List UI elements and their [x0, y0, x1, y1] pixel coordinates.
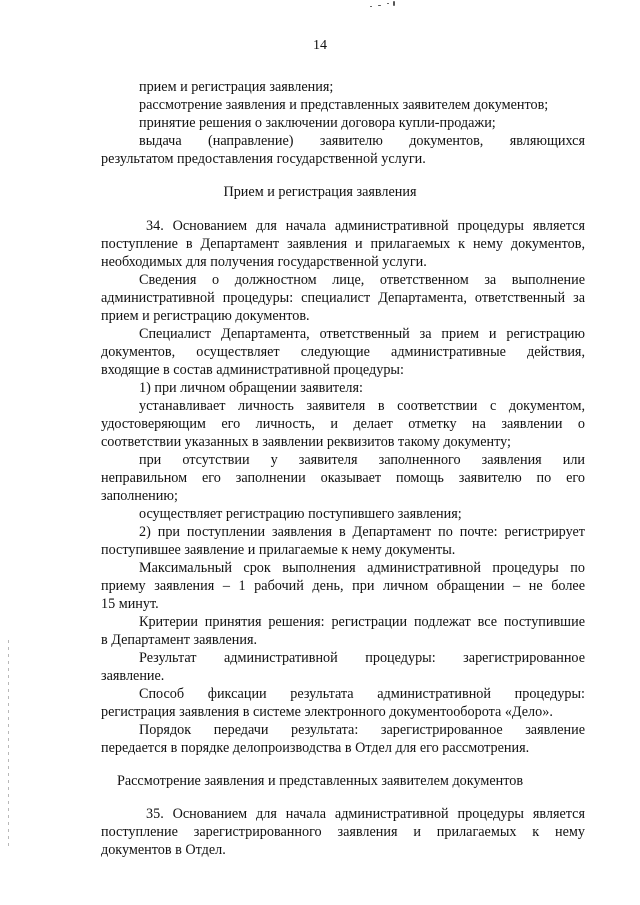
- text-line: прием и регистрация заявления;: [139, 79, 334, 95]
- text-line: устанавливает личность заявителя в соответствии с документом,: [139, 398, 585, 414]
- text-line: 1) при личном обращении заявителя:: [139, 380, 363, 396]
- text-line: 2) при поступлении заявления в Департамент по почте: регистрирует: [139, 524, 585, 540]
- text-line: Сведения о должностном лице, ответственном за выполнение: [139, 272, 585, 288]
- scan-artifact: [370, 6, 372, 7]
- text-line: документов в Отдел.: [101, 842, 226, 858]
- text-line: выдача (направление) заявителю документов, являющихся: [139, 133, 585, 149]
- page-number: 14: [313, 38, 327, 53]
- scan-artifact: [393, 1, 395, 6]
- text-line: административной процедуры: специалист Департамента, ответственный за: [101, 290, 585, 306]
- text-line: Результат административной процедуры: зарегистрированное: [139, 650, 585, 666]
- text-line: принятие решения о заключении договора купли-продажи;: [139, 115, 496, 131]
- text-line: поступившее заявление и прилагаемые к нему документы.: [101, 542, 456, 558]
- text-line: результатом предоставления государственной услуги.: [101, 151, 426, 167]
- text-line: 35. Основанием для начала административной процедуры является: [146, 806, 585, 822]
- text-line: Способ фиксации результата административной процедуры:: [139, 686, 585, 702]
- section-heading: Рассмотрение заявления и представленных заявителем документов: [116, 773, 524, 789]
- text-line: прием и регистрацию документов.: [101, 308, 310, 324]
- text-line: регистрация заявления в системе электронного документооборота «Дело».: [101, 704, 553, 720]
- text-line: Максимальный срок выполнения административной процедуры по: [139, 560, 585, 576]
- text-line: Критерии принятия решения: регистрации подлежат все поступившие: [139, 614, 585, 630]
- text-line: осуществляет регистрацию поступившего заявления;: [139, 506, 462, 522]
- text-line: соответствии указанных в заявлении реквизитов такому документу;: [101, 434, 511, 450]
- text-line: Порядок передачи результата: зарегистрированное заявление: [139, 722, 585, 738]
- text-line: при отсутствии у заявителя заполненного заявления или: [139, 452, 585, 468]
- text-line: приему заявления – 1 рабочий день, при личном обращении – не более: [101, 578, 585, 594]
- scan-edge-shadow: [8, 640, 9, 850]
- text-line: поступление в Департамент заявления и прилагаемых к нему документов,: [101, 236, 585, 252]
- text-line: удостоверяющим его личность, и делает отметку на заявлении о: [101, 416, 585, 432]
- text-line: документов, осуществляет следующие административные действия,: [101, 344, 585, 360]
- text-line: заявление.: [101, 668, 165, 684]
- text-line: поступление зарегистрированного заявления и прилагаемых к нему: [101, 824, 585, 840]
- scan-artifact: [378, 5, 381, 6]
- text-line: неправильном его заполнении оказывает помощь заявителю по его: [101, 470, 585, 486]
- section-heading: Прием и регистрация заявления: [223, 184, 417, 200]
- text-line: 34. Основанием для начала административной процедуры является: [146, 218, 585, 234]
- text-line: передается в порядке делопроизводства в Отдел для его рассмотрения.: [101, 740, 530, 756]
- text-line: рассмотрение заявления и представленных заявителем документов;: [139, 97, 549, 113]
- text-line: в Департамент заявления.: [101, 632, 258, 648]
- text-line: Специалист Департамента, ответственный за прием и регистрацию: [139, 326, 585, 342]
- text-line: 15 минут.: [101, 596, 159, 612]
- text-line: необходимых для получения государственной услуги.: [101, 254, 427, 270]
- text-line: заполнению;: [101, 488, 178, 504]
- text-line: входящие в состав административной процедуры:: [101, 362, 404, 378]
- scan-artifact: [387, 3, 389, 4]
